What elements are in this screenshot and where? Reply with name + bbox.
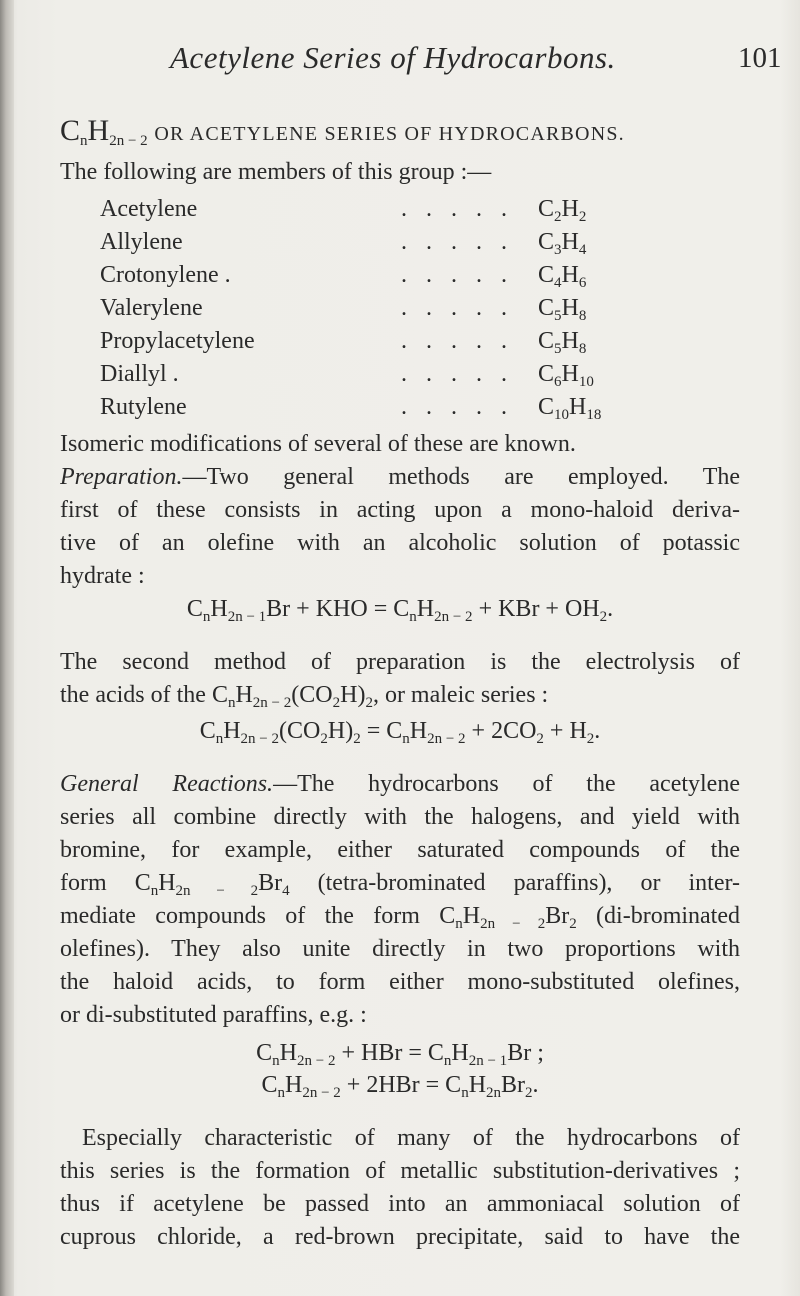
equation-3: $C_nH_{2n - 2}$ + HBr = $C_nH_{2n - 1}Br$ ; <box>256 1040 544 1069</box>
reactions-line-6: olefines). They also unite directly in two proportions with <box>60 936 740 962</box>
leader-dots: ..... <box>401 394 526 420</box>
member-row <box>100 361 740 394</box>
especially-line-3: thus if acetylene be passed into an ammoniacal solution of <box>60 1191 740 1217</box>
heading-text: OR ACETYLENE SERIES OF HYDROCARBONS. <box>154 123 625 145</box>
page-number: 101 <box>738 42 782 74</box>
equation-4: $C_nH_{2n - 2} + 2HBr = C_nH_{2n}Br_2$. <box>261 1072 539 1101</box>
general-reactions-text <box>60 768 740 1032</box>
member-name: Acetylene <box>100 196 198 222</box>
section-heading <box>60 114 625 148</box>
especially-line-1: Especially characteristic of many of the hydrocarbons of <box>82 1125 740 1151</box>
leader-dots: ..... <box>401 361 526 387</box>
member-formula: $C_5H_8$ <box>538 328 587 357</box>
member-formula: $C_{10}H_{18}$ <box>538 394 602 423</box>
second-method-line-2: the acids of the $C_nH_{2n - 2}(CO_2H)_2$, or maleic series : <box>60 682 549 711</box>
reactions-line-3: bromine, for example, either saturated compounds of the <box>60 837 740 863</box>
equation-1: $C_nH_{2n - 1}Br$ + KHO = $C_nH_{2n - 2}$ + KBr + $OH_2$. <box>186 596 614 625</box>
member-formula: $C_5H_8$ <box>538 295 587 324</box>
member-formula: $C_6H_{10}$ <box>538 361 594 390</box>
reactions-line-4: form $C_nH_{2n - 2}Br_4$ (tetra-brominated paraffins), or inter- <box>60 870 740 899</box>
reactions-line-8: or di-substituted paraffins, e.g. : <box>60 1002 367 1028</box>
member-name: Allylene <box>100 229 183 255</box>
reactions-line-7: the haloid acids, to form either mono-substituted olefines, <box>60 969 740 995</box>
member-row <box>100 295 740 328</box>
reactions-line-5: mediate compounds of the form $C_nH_{2n - 2}Br_2$ (di-brominated <box>60 903 740 932</box>
heading-formula: $C_nH_{2n - 2}$ <box>60 114 148 149</box>
main-text <box>60 428 740 593</box>
reactions-line-2: series all combine directly with the halogens, and yield with <box>60 804 740 830</box>
especially-paragraph <box>60 1122 740 1254</box>
member-name: Valerylene <box>100 295 203 321</box>
member-formula: $C_3H_4$ <box>538 229 587 258</box>
member-row <box>100 394 740 427</box>
equation-2: $C_nH_{2n - 2}(CO_2H)_2 = C_nH_{2n - 2} + 2CO_2 + H_2$. <box>199 718 601 747</box>
member-row <box>100 196 740 229</box>
leader-dots: ..... <box>401 229 526 255</box>
member-name: Crotonylene . <box>100 262 231 288</box>
preparation-label: Preparation. <box>60 464 183 490</box>
member-formula: $C_2H_2$ <box>538 196 587 225</box>
member-name: Diallyl . <box>100 361 179 387</box>
isomeric-line: Isomeric modifications of several of these are known. <box>60 431 576 457</box>
member-row <box>100 328 740 361</box>
running-header <box>0 26 800 76</box>
member-row <box>100 262 740 295</box>
preparation-line-4: hydrate : <box>60 563 145 589</box>
preparation-line-2: first of these consists in acting upon a mono-haloid deriva- <box>60 497 740 523</box>
leader-dots: ..... <box>401 262 526 288</box>
preparation-line-1: Preparation.—Two general methods are employed. The <box>60 464 740 490</box>
reactions-line-1: General Reactions.—The hydrocarbons of the acetylene <box>60 771 740 797</box>
second-method-text <box>60 646 740 712</box>
member-name: Propylacetylene <box>100 328 255 354</box>
page-gutter-shadow <box>0 0 14 1296</box>
leader-dots: ..... <box>401 295 526 321</box>
intro-sentence: The following are members of this group :— <box>60 159 492 185</box>
member-name: Rutylene <box>100 394 187 420</box>
members-list <box>100 196 740 427</box>
second-method-line-1: The second method of preparation is the electrolysis of <box>60 649 740 675</box>
reactions-label: General Reactions. <box>60 771 274 797</box>
member-formula: $C_4H_6$ <box>538 262 587 291</box>
preparation-line-3: tive of an olefine with an alcoholic solution of potassic <box>60 530 740 556</box>
member-row <box>100 229 740 262</box>
especially-line-4: cuprous chloride, a red-brown precipitate, said to have the <box>60 1224 740 1250</box>
especially-line-2: this series is the formation of metallic substitution-derivatives ; <box>60 1158 740 1184</box>
leader-dots: ..... <box>401 196 526 222</box>
running-title: Acetylene Series of Hydrocarbons. <box>170 40 616 75</box>
leader-dots: ..... <box>401 328 526 354</box>
